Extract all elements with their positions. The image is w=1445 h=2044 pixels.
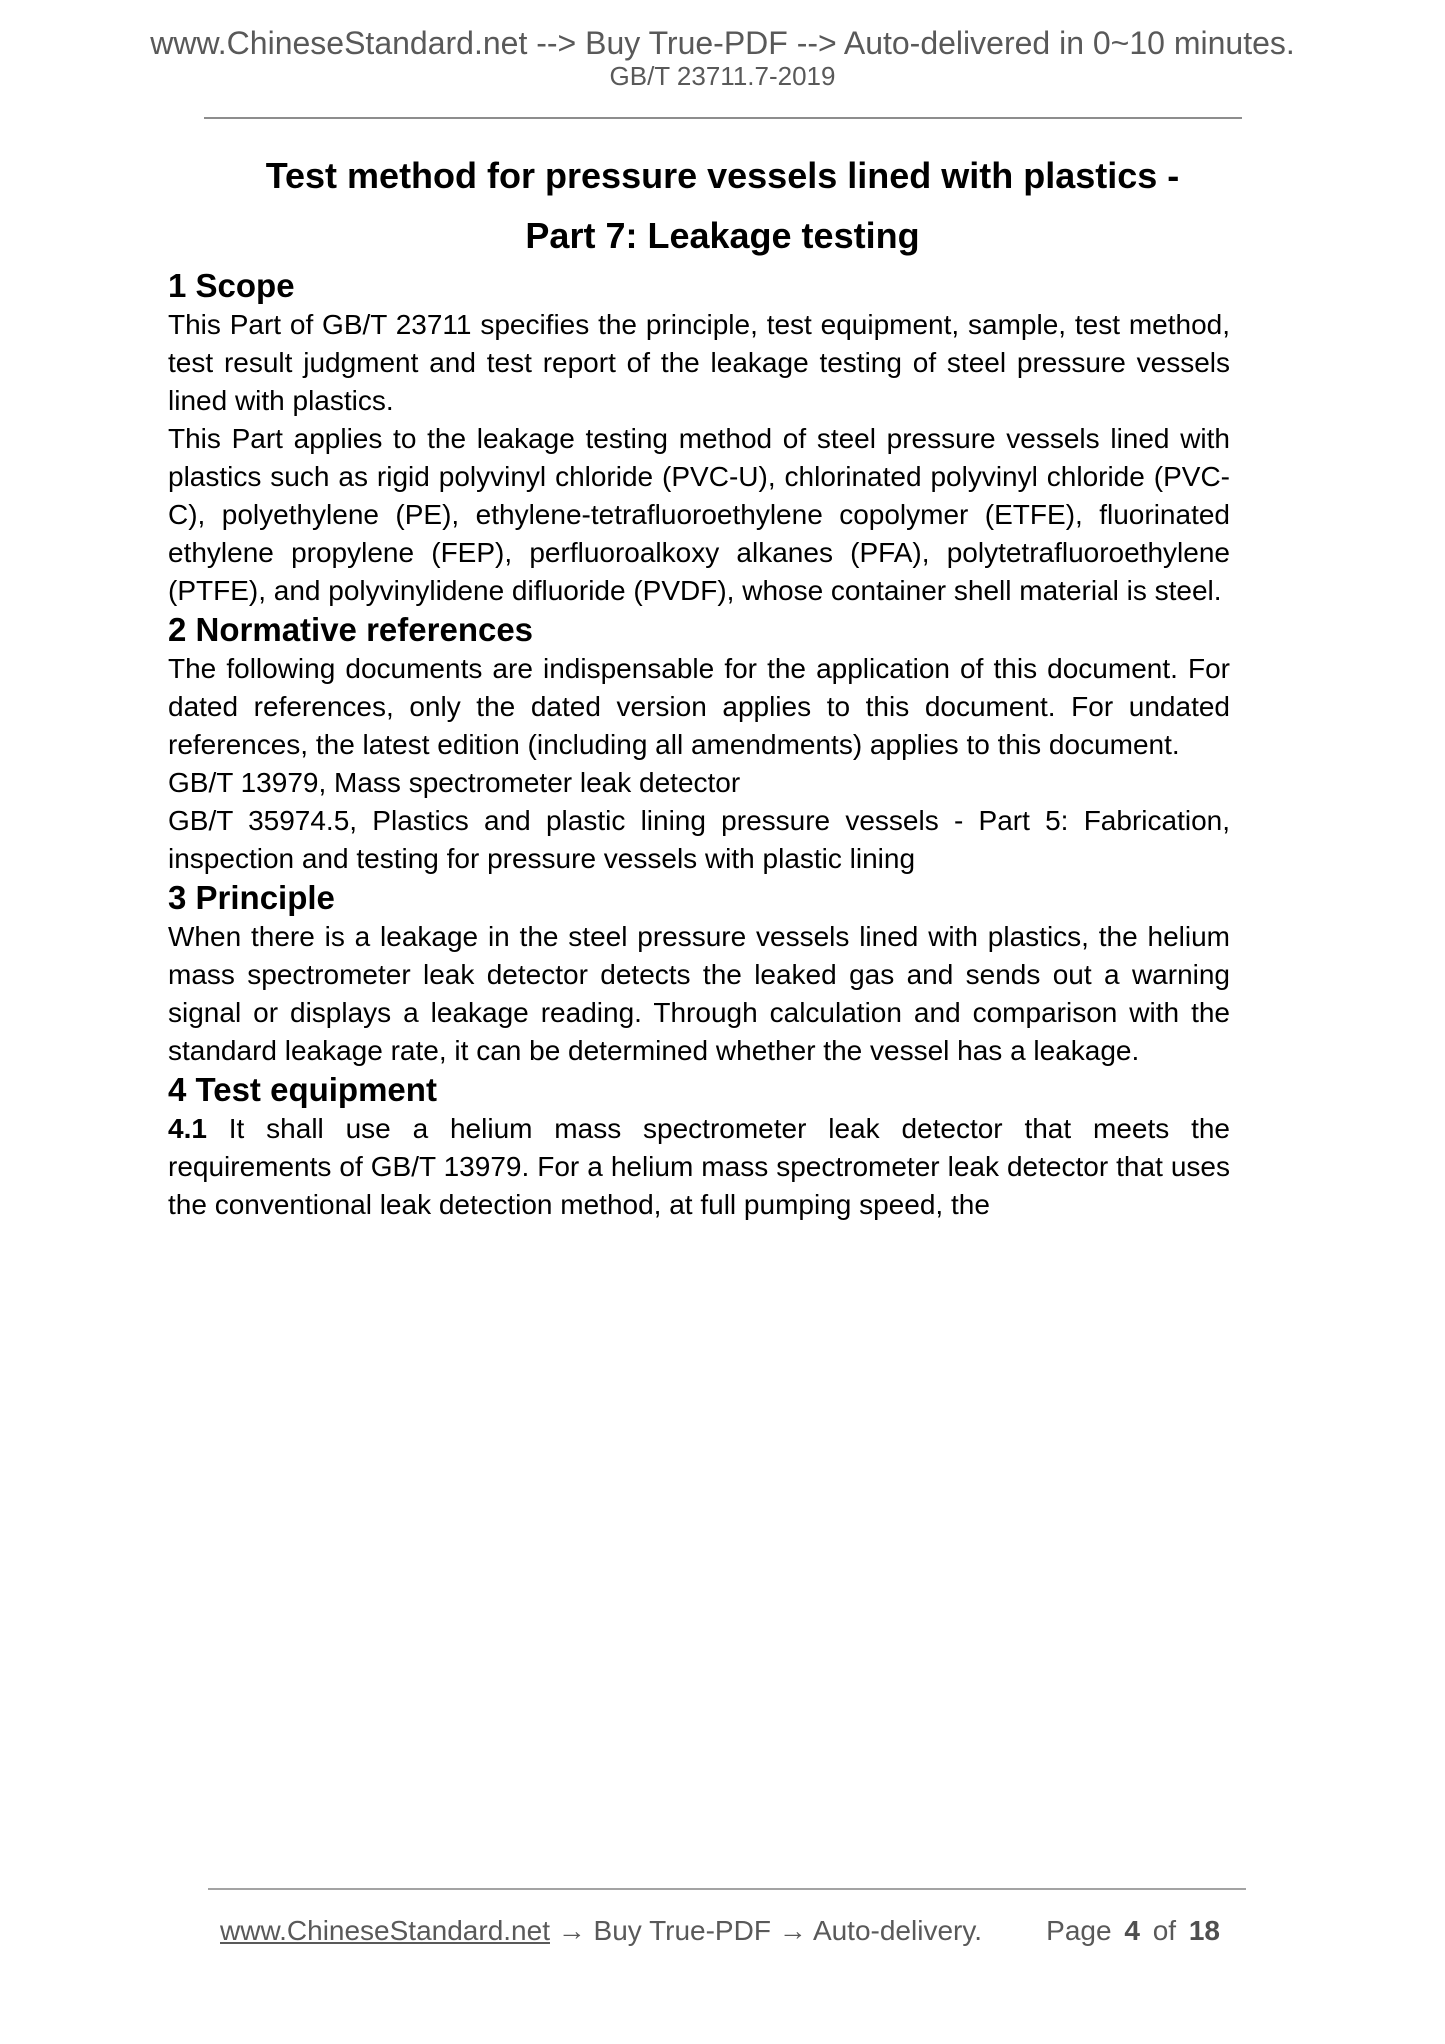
paragraph-normative-references: The following documents are indispensable for the application of this document. For dated references, only the dated version applies to this document. For undated references, the latest edition (including all amendments) applies to this document. [168, 653, 1230, 760]
section-heading-test-equipment: 4 Test equipment [168, 1071, 437, 1108]
page-of-label: of [1152, 1915, 1177, 1946]
page-label: Page [1046, 1915, 1112, 1946]
section-heading-principle: 3 Principle [168, 879, 335, 916]
reference-item-gbt35974: GB/T 35974.5, Plastics and plastic lining pressure vessels - Part 5: Fabrication, inspection and testing for pressure vessels with plastic lining [168, 805, 1230, 874]
header-divider [204, 117, 1242, 119]
clause-text: It shall use a helium mass spectrometer leak detector that meets the requirements of GB/T 13979. For a helium mass spectrometer leak detector that uses the conventional leak detection method, at full pumping speed, the [168, 1113, 1230, 1220]
section-heading-normative-references: 2 Normative references [168, 611, 534, 648]
footer-promo-rest: → Buy True-PDF → Auto-delivery. [557, 1915, 983, 1946]
paragraph-principle: When there is a leakage in the steel pressure vessels lined with plastics, the helium mass spectrometer leak detector detects the leaked gas and sends out a warning signal or displays a leakage reading. Through calculation and comparison with the standard leakage rate, it can be determined whether the vessel has a leakage. [168, 921, 1230, 1066]
page-total: 18 [1188, 1915, 1220, 1946]
section-heading-scope: 1 Scope [168, 267, 295, 304]
document-title-line2: Part 7: Leakage testing [525, 215, 920, 256]
paragraph-scope-2: This Part applies to the leakage testing method of steel pressure vessels lined with plastics such as rigid polyvinyl chloride (PVC-U), chlorinated polyvinyl chloride (PVC-C), polyethylene (PE), ethylene-tetrafluoroethylene copolymer (ETFE), fluorinated ethylene propylene (FEP), perfluoroalkoxy alkanes (PFA), polytetrafluoroethylene (PTFE), and polyvinylidene difluoride (PVDF), whose container shell material is steel. [168, 423, 1230, 606]
header-promo-text: www.ChineseStandard.net --> Buy True-PDF --> Auto-delivered in 0~10 minutes. [150, 25, 1295, 61]
footer-site-link[interactable]: www.ChineseStandard.net [220, 1915, 550, 1946]
pdf-header [0, 0, 1445, 90]
paragraph-scope-1: This Part of GB/T 23711 specifies the principle, test equipment, sample, test method, test result judgment and test report of the leakage testing of steel pressure vessels lined with plastics. [168, 309, 1230, 416]
document-title [0, 146, 1445, 266]
document-body [168, 266, 1230, 1224]
paragraph-test-equipment [168, 1110, 1230, 1224]
clause-number: 4.1 [168, 1113, 207, 1144]
page-current: 4 [1124, 1915, 1140, 1946]
document-title-line1: Test method for pressure vessels lined with plastics - [265, 155, 1180, 196]
reference-item-gbt13979: GB/T 13979, Mass spectrometer leak detector [168, 767, 741, 798]
header-standard-number: GB/T 23711.7-2019 [609, 61, 836, 91]
footer-promo [220, 1914, 982, 1948]
page-indicator [1046, 1914, 1220, 1948]
pdf-footer [208, 1888, 1246, 1948]
